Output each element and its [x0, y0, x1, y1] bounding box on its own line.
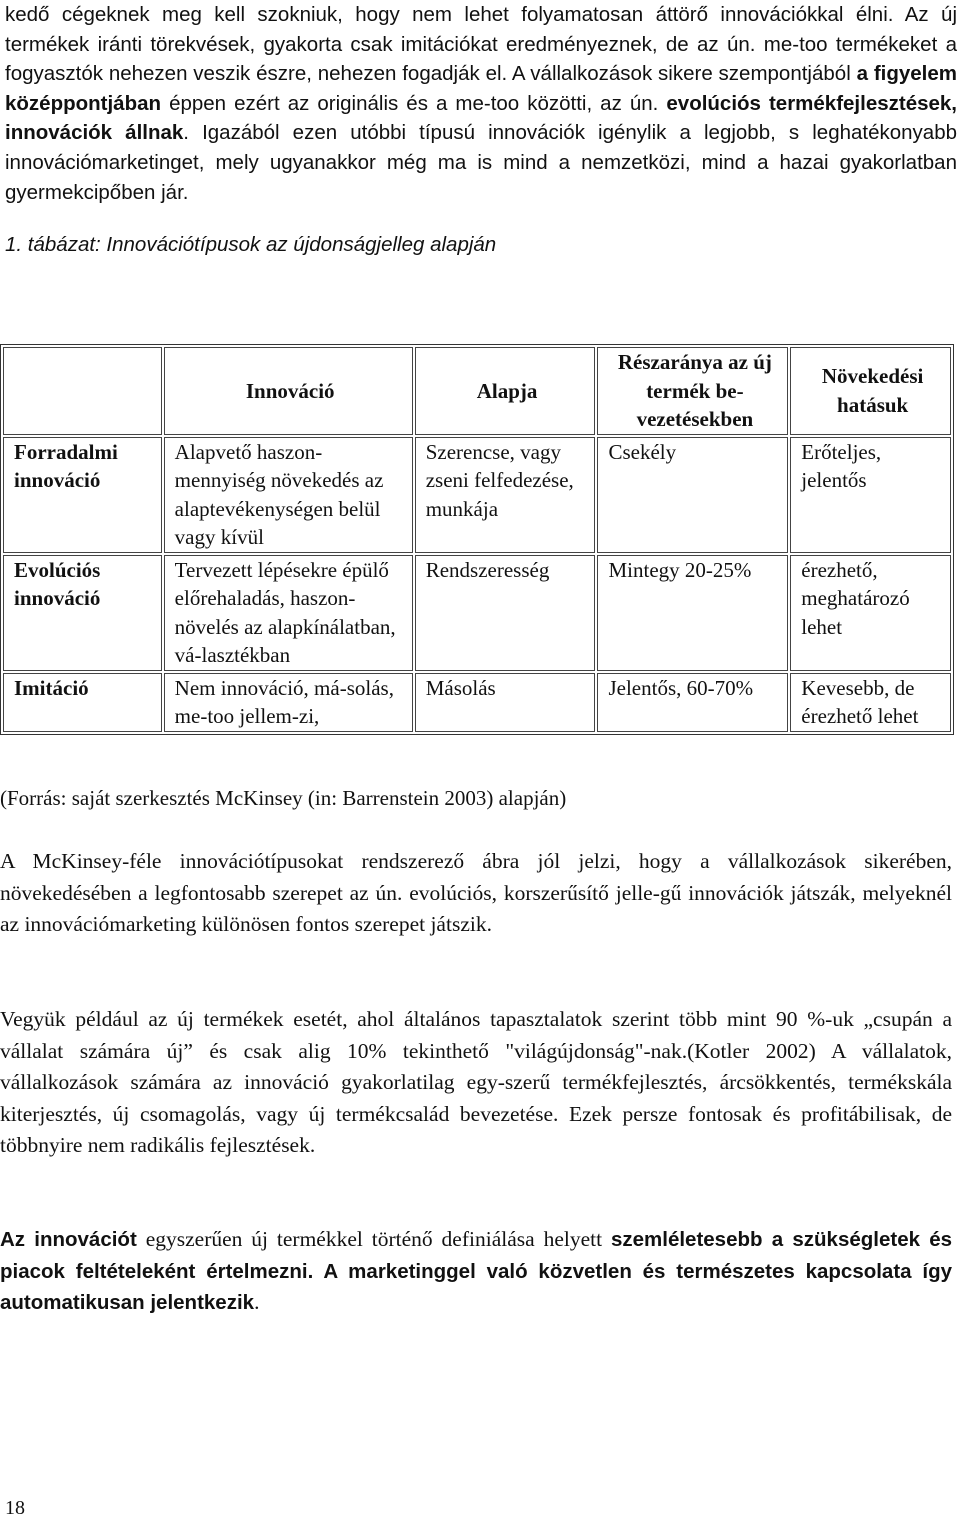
document-page	[5, 0, 957, 259]
table-header-row	[3, 347, 951, 435]
header-cell-innovacio: Innováció	[164, 347, 413, 435]
row-type-cell: Evolúciós innováció	[3, 555, 162, 671]
paragraph-mckinsey: A McKinsey-féle innovációtípusokat rendszerező ábra jól jelzi, hogy a vállalkozások sikerében, növekedésében a legfontosabb szerepet az ún. evolúciós, korszerűsítő jelle-gű innovációk játszák, melyeknél az innovációmarketing különösen fontos szerepet játszik.	[0, 849, 952, 936]
intro-text-1: kedő cégeknek meg kell szokniuk, hogy nem lehet folyamatosan áttörő innovációkkal élni. Az új termékek iránti törekvések, gyakorta csak imitációkat eredményeznek, de az ún. me-too termékeket a fogyasztók nehezen veszik észre, nehezen fogadják el. A vállalkozások sikere szempontjából	[5, 3, 957, 86]
table-caption: 1. tábázat: Innovációtípusok az újdonságjelleg alapján	[5, 233, 497, 257]
header-cell-reszarany: Részaránya az új termék be-vezetésekben	[597, 347, 788, 435]
row-innovacio-cell: Nem innováció, má-solás, me-too jellem-zi,	[164, 673, 413, 732]
row-alapja-cell: Szerencse, vagy zseni felfedezése, munkája	[415, 437, 596, 553]
table-row	[3, 437, 951, 553]
para4-text-2: .	[254, 1290, 260, 1314]
row-type-cell: Forradalmi innováció	[3, 437, 162, 553]
row-hatas-cell: Erőteljes, jelentős	[790, 437, 951, 553]
para4-bold-1: Az innovációt	[0, 1228, 137, 1251]
header-cell-alapja: Alapja	[415, 347, 596, 435]
para4-bold-2: szemléletesebb a szükségletek és piacok feltételeként értelmezni. A marketinggel való közvetlen és természetes kapcsolata így automatikusan jelentkezik	[0, 1228, 953, 1314]
paragraph-innovation-definition	[0, 1224, 952, 1319]
para4-text-1: egyszerűen új termékkel történő definiálása helyett	[136, 1227, 611, 1251]
row-reszarany-cell: Jelentős, 60-70%	[597, 673, 788, 732]
row-hatas-cell: Kevesebb, de érezhető lehet	[790, 673, 951, 732]
row-reszarany-cell: Csekély	[597, 437, 788, 553]
intro-text-2: éppen ezért az originális és a me-too közötti, az ún.	[169, 91, 659, 115]
paragraph-kotler: Vegyük például az új termékek esetét, ahol általános tapasztalatok szerint több mint 90 %-uk „csupán a vállalat számára új” és csak alig 10% tekinthető "világújdonság"-nak.(Kotler 2002) A vállalatok, vállalkozások számára az innováció gyakorlatilag egy-szerű termékfejlesztés, árcsökkentés, termékskála kiterjesztés, új csomagolás, vagy új termékcsalád bevezetése. Ezek persze fontosak és profitábilisak, de többnyire nem radikális fejlesztések.	[0, 1007, 952, 1157]
table-row	[3, 555, 951, 671]
row-type-cell: Imitáció	[3, 673, 162, 732]
source-note: (Forrás: saját szerkesztés McKinsey (in: Barrenstein 2003) alapján)	[0, 786, 567, 810]
table-container	[0, 344, 952, 735]
intro-paragraph	[5, 0, 957, 207]
row-reszarany-cell: Mintegy 20-25%	[597, 555, 788, 671]
row-alapja-cell: Másolás	[415, 673, 596, 732]
intro-bold-1: a figyelem középpontjában	[5, 62, 957, 115]
row-hatas-cell: érezhető, meghatározó lehet	[790, 555, 951, 671]
innovation-types-table	[0, 344, 954, 735]
row-innovacio-cell: Tervezett lépésekre épülő előrehaladás, haszon-növelés az alapkínálatban, vá-lasztékban	[164, 555, 413, 671]
row-alapja-cell: Rendszeresség	[415, 555, 596, 671]
header-cell-empty	[3, 347, 162, 435]
intro-bold-2: evolúciós termékfejlesztések, innovációk állnak	[5, 91, 958, 145]
page-number: 18	[5, 1497, 25, 1519]
table-row	[3, 673, 951, 732]
intro-text-3: . Igazából ezen utóbbi típusú innovációk igénylik a legjobb, s leghatékonyabb innovációmarketinget, mely ugyanakkor még ma is mind a nemzetközi, mind a hazai gyakorlatban gyermekcipőben jár.	[5, 121, 957, 204]
row-innovacio-cell: Alapvető haszon-mennyiség növekedés az alaptevékenységen belül vagy kívül	[164, 437, 413, 553]
header-cell-hatas: Növekedési hatásuk	[790, 347, 951, 435]
